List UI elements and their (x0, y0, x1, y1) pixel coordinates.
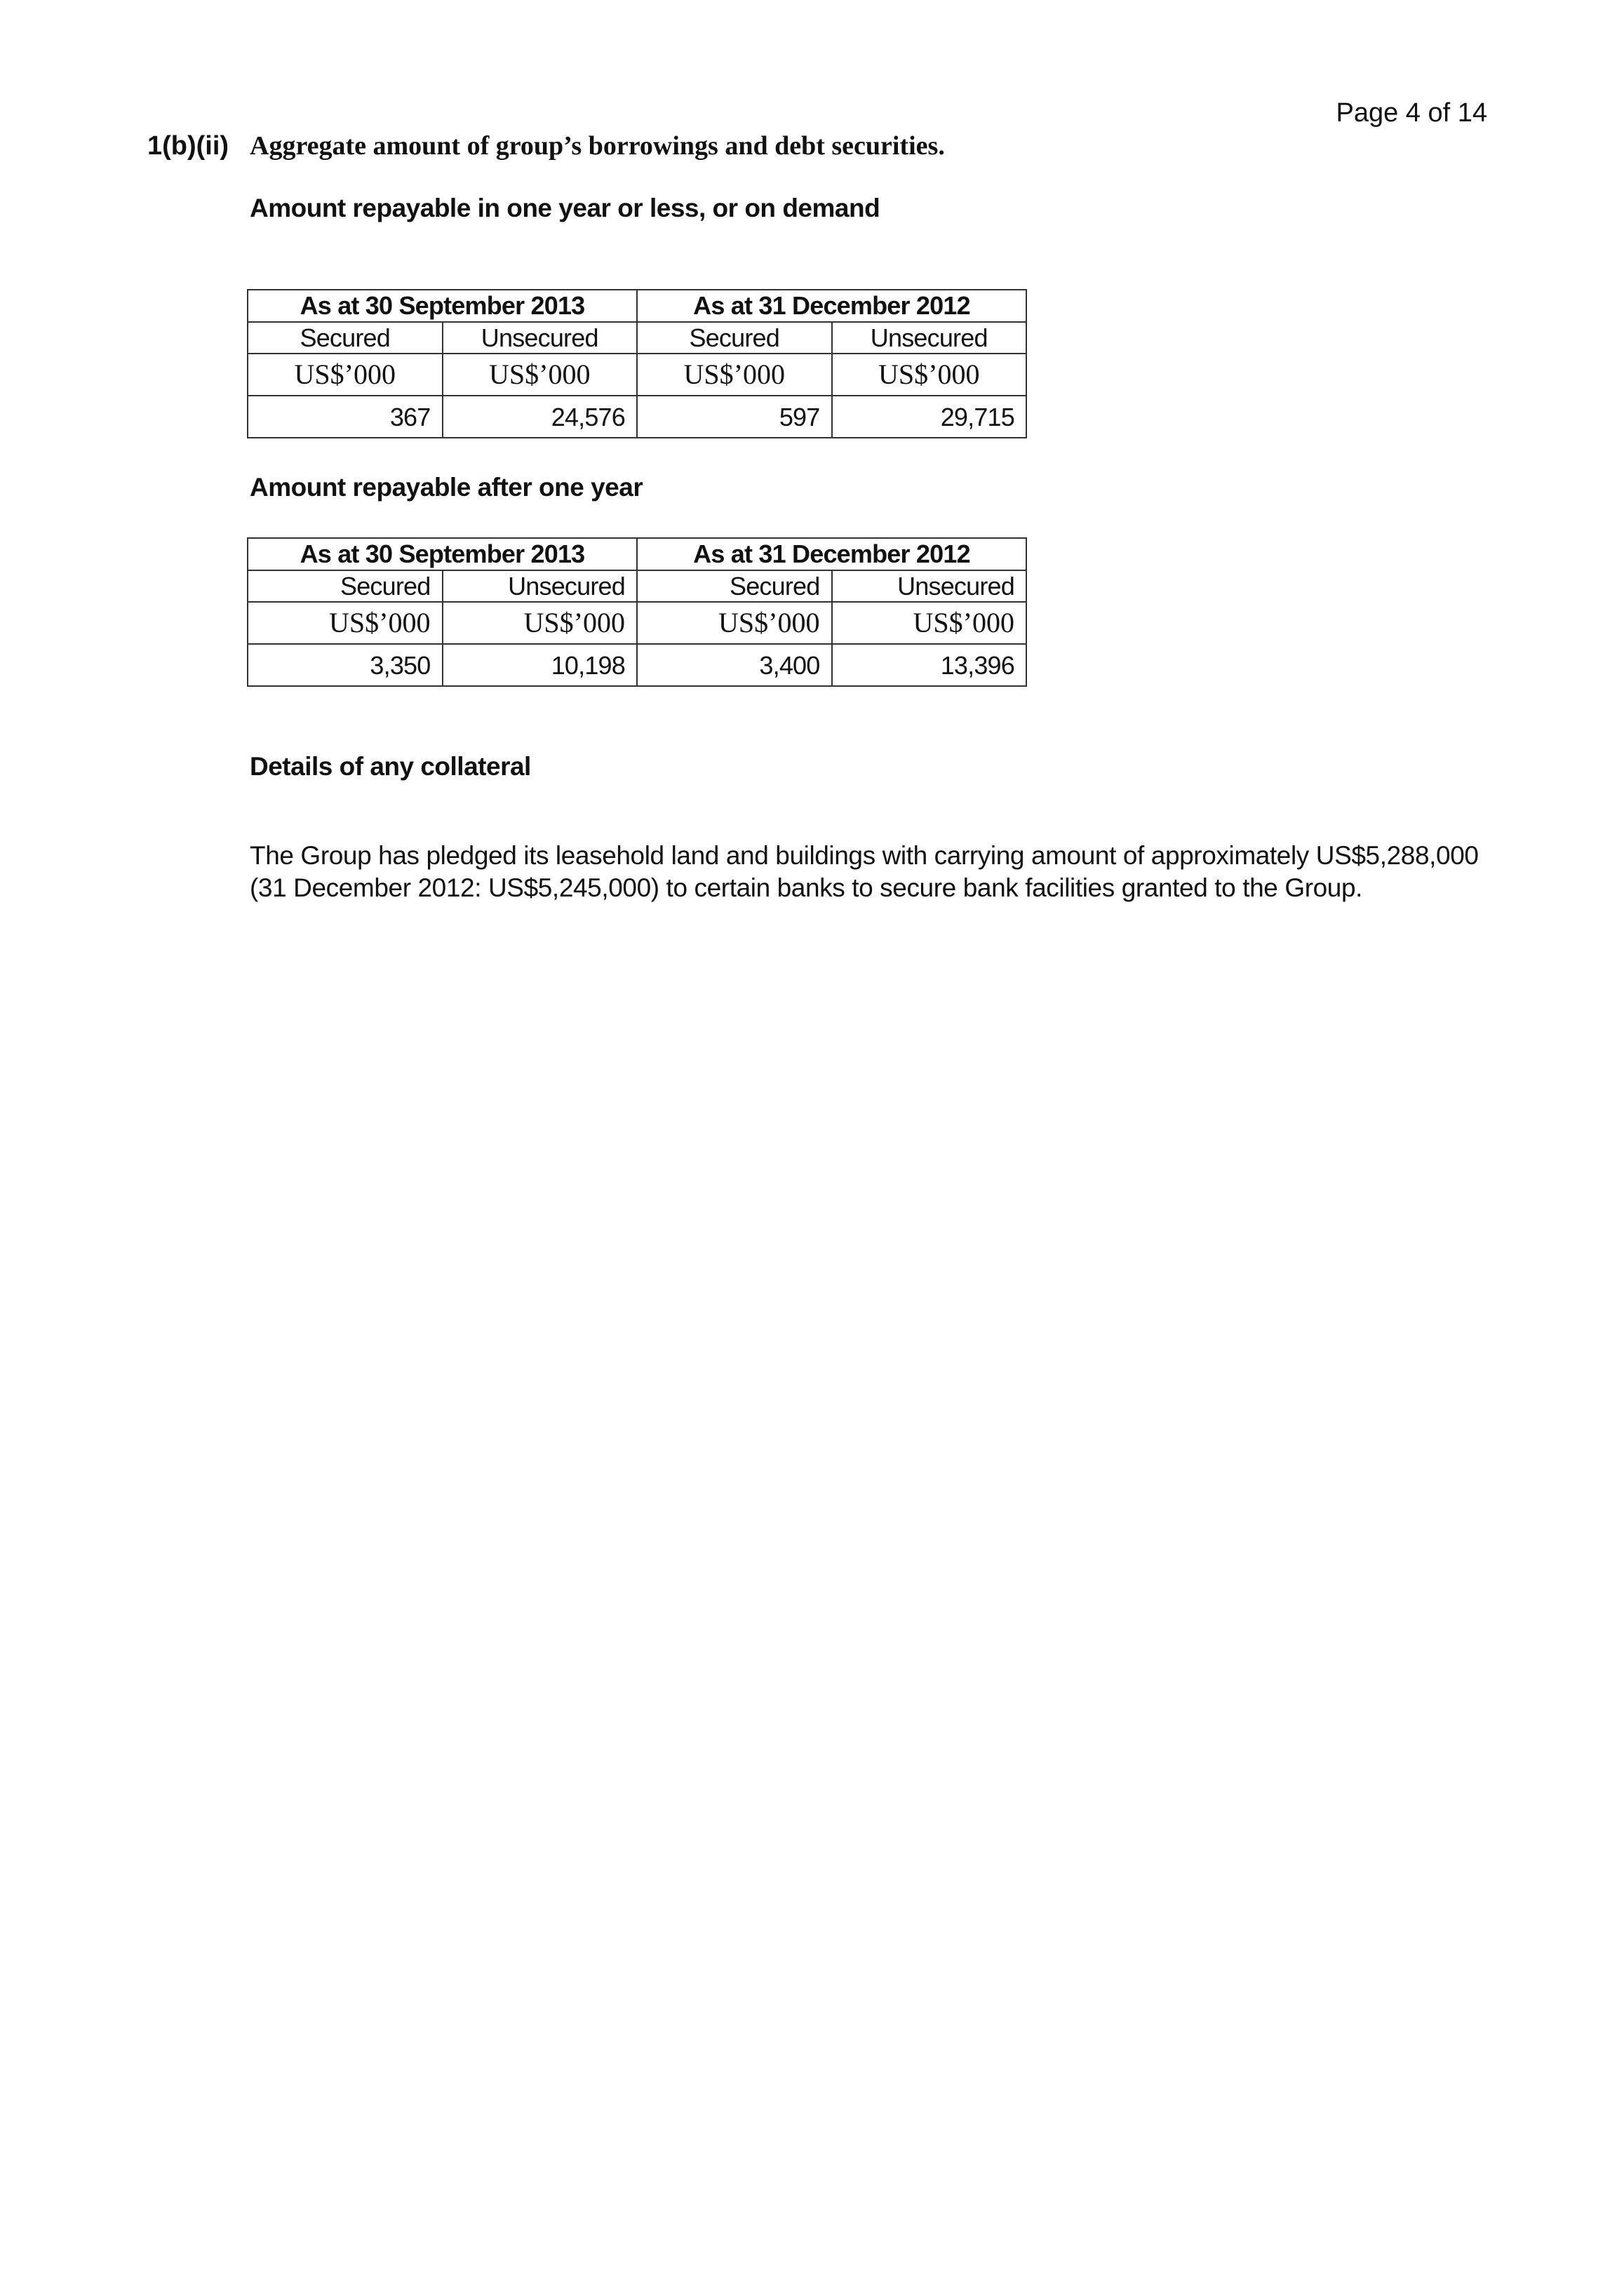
collateral-paragraph: The Group has pledged its leasehold land and buildings with carrying amount of approximately US$5,288,000 (31 December 2012: US$5,245,000) to certain banks to secure bank facilities granted to the Group. (250, 841, 1479, 902)
column-label: Secured (248, 322, 443, 354)
unit-row (248, 602, 1026, 644)
value-cell: 597 (637, 396, 832, 438)
column-label-row (248, 322, 1026, 354)
after-one-year-table (247, 537, 1027, 687)
section-number: 1(b)(ii) (147, 131, 229, 161)
value-cell: 367 (248, 396, 443, 438)
section-header (147, 130, 945, 161)
period-header: As at 31 December 2012 (637, 290, 1026, 322)
within-one-year-heading: Amount repayable in one year or less, or on demand (250, 194, 880, 222)
column-label: Unsecured (832, 570, 1027, 602)
value-cell: 3,350 (248, 644, 443, 686)
column-label: Secured (637, 570, 832, 602)
value-cell: 10,198 (443, 644, 638, 686)
unit-label: US$’000 (832, 354, 1027, 396)
unit-label: US$’000 (832, 602, 1027, 644)
section-title: Aggregate amount of group’s borrowings and debt securities. (250, 131, 945, 161)
unit-label: US$’000 (637, 602, 832, 644)
unit-label: US$’000 (248, 354, 443, 396)
column-label-row (248, 570, 1026, 602)
value-cell: 24,576 (443, 396, 638, 438)
page-number: Page 4 of 14 (1336, 98, 1487, 128)
period-header-row (248, 290, 1026, 322)
unit-label: US$’000 (443, 602, 638, 644)
value-cell: 29,715 (832, 396, 1027, 438)
period-header: As at 31 December 2012 (637, 538, 1026, 570)
collateral-heading: Details of any collateral (250, 752, 531, 781)
unit-label: US$’000 (637, 354, 832, 396)
period-header: As at 30 September 2013 (248, 538, 637, 570)
value-cell: 3,400 (637, 644, 832, 686)
column-label: Unsecured (443, 570, 638, 602)
column-label: Secured (248, 570, 443, 602)
column-label: Secured (637, 322, 832, 354)
unit-label: US$’000 (443, 354, 638, 396)
within-one-year-table (247, 289, 1027, 438)
period-header: As at 30 September 2013 (248, 290, 637, 322)
value-row (248, 644, 1026, 686)
period-header-row (248, 538, 1026, 570)
unit-row (248, 354, 1026, 396)
value-row (248, 396, 1026, 438)
after-one-year-heading: Amount repayable after one year (250, 473, 643, 502)
column-label: Unsecured (443, 322, 638, 354)
value-cell: 13,396 (832, 644, 1027, 686)
unit-label: US$’000 (248, 602, 443, 644)
column-label: Unsecured (832, 322, 1027, 354)
